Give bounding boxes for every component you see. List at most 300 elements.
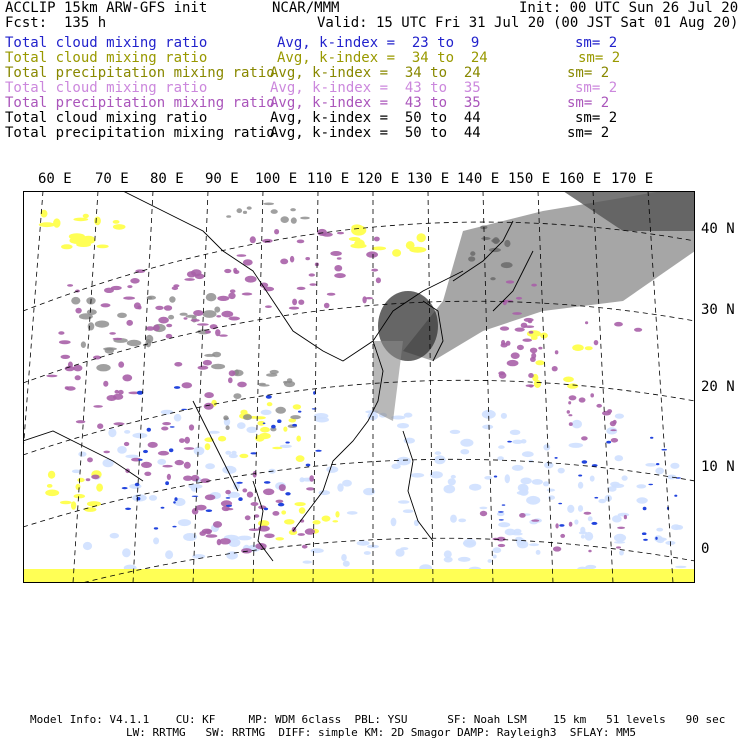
purple-cell [506,280,514,283]
light-blue-cell [558,468,565,474]
light-blue-cell [572,420,582,429]
lon-tick-label: 90 E [205,171,239,187]
yellow-cell [281,510,286,514]
blue-streak [648,484,653,485]
light-blue-cell [619,550,624,555]
legend-field: Total cloud mixing ratio [5,50,208,66]
purple-cell [250,236,256,243]
light-blue-cell [521,478,532,485]
light-blue-cell [314,413,329,419]
light-blue-cell [579,531,587,534]
purple-cell [538,347,542,350]
purple-cell [251,502,259,506]
light-blue-cell [581,535,585,539]
light-blue-cell [482,425,493,430]
purple-cell [224,269,231,273]
lon-tick-label: 110 E [307,171,350,187]
light-blue-cell [72,470,81,474]
purple-cell [317,229,327,236]
purple-cell [616,546,621,548]
light-blue-cell [391,518,397,527]
yellow-cell [53,218,60,227]
light-blue-cell [543,444,550,450]
lon-tick-label: 160 E [559,171,602,187]
purple-cell [528,373,534,378]
purple-cell [230,289,236,293]
purple-cell [173,284,179,287]
yellow-cell [563,377,574,383]
purple-cell [337,232,344,235]
purple-cell [298,533,305,536]
light-blue-cell [435,451,442,455]
purple-cell [184,437,190,444]
purple-cell [118,361,124,367]
lon-tick-label: 80 E [150,171,184,187]
purple-cell [217,296,229,301]
purple-cell [213,521,222,528]
purple-cell [594,340,599,345]
blue-streak [315,450,322,452]
gray-cell [247,206,252,209]
light-blue-cell [547,489,555,492]
blue-streak [277,419,281,423]
light-blue-cell [458,557,471,562]
purple-cell [87,457,93,462]
blue-streak [165,481,169,485]
purple-cell [228,293,235,300]
light-blue-cell [460,439,473,447]
purple-cell [309,475,314,482]
purple-cell [500,326,509,330]
gray-cell [243,211,247,214]
yellow-cell [322,516,331,522]
purple-cell [127,285,132,288]
yellow-cell [296,455,305,462]
purple-cell [276,500,284,503]
purple-cell [242,293,253,296]
lon-tick-label: 170 E [611,171,654,187]
blue-streak [502,504,506,505]
purple-cell [310,283,317,286]
purple-cell [376,277,381,283]
light-blue-cell [529,543,539,546]
light-blue-cell [122,548,131,557]
yellow-cell [275,537,284,540]
yellow-cell [84,507,96,512]
light-blue-cell [124,430,130,434]
yellow-cell [299,507,306,514]
light-blue-cell [655,468,664,475]
yellow-cell [272,447,282,450]
blue-streak [559,524,564,527]
purple-cell [569,395,577,400]
gray-cell [224,417,229,419]
purple-cell [531,519,539,521]
light-blue-cell [246,427,257,433]
light-blue-cell [614,541,625,543]
purple-cell [242,488,247,492]
blue-streak [170,426,175,427]
purple-cell [198,366,209,370]
purple-cell [516,297,522,300]
blue-streak [499,519,504,520]
light-blue-cell [165,550,173,559]
purple-cell [216,315,221,317]
light-blue-cell [498,445,505,449]
blue-streak [285,492,290,495]
light-blue-cell [501,413,507,419]
purple-cell [103,381,108,387]
gray-cell [281,216,289,223]
purple-cell [501,343,508,348]
light-blue-cell [398,500,410,503]
yellow-cell [332,520,338,522]
gray-cell [211,364,225,370]
blue-streak [192,496,199,497]
blue-streak [642,532,647,535]
lat-tick-label: 10 N [701,459,735,475]
yellow-band [23,569,695,583]
purple-cell [507,360,519,366]
light-blue-cell [469,484,481,491]
purple-cell [130,278,139,284]
purple-cell [134,302,141,309]
legend-field: Total precipitation mixing ratio [5,95,275,111]
purple-cell [237,382,247,388]
purple-cell [245,276,257,283]
purple-cell [602,411,611,416]
purple-cell [337,257,342,259]
light-blue-cell [479,507,487,510]
gray-cell [204,354,215,357]
yellow-cell [76,484,81,490]
purple-cell [263,489,274,496]
purple-cell [237,254,247,257]
purple-cell [569,422,573,426]
purple-cell [567,410,570,414]
yellow-cell [260,427,270,433]
legend-field: Total cloud mixing ratio [5,35,208,51]
purple-cell [247,492,253,498]
light-blue-cell [403,509,414,513]
blue-streak [298,411,301,413]
yellow-cell [71,501,76,510]
purple-cell [191,319,200,322]
blue-streak [174,386,180,389]
yellow-cell [527,330,541,337]
purple-cell [528,320,532,324]
center-label: NCAR/MMM [272,0,340,16]
purple-cell [164,305,172,311]
purple-cell [184,462,191,469]
purple-cell [158,451,169,456]
purple-cell [334,265,342,271]
light-blue-cell [451,475,456,479]
purple-cell [555,523,558,528]
yellow-cell [572,344,584,351]
purple-cell [297,287,306,290]
purple-cell [241,548,252,553]
purple-cell [366,251,378,257]
gray-cell [501,262,513,268]
purple-cell [189,424,194,430]
blue-streak [650,437,653,439]
purple-cell [297,240,305,244]
purple-cell [67,284,73,287]
yellow-cell [87,501,101,507]
light-blue-cell [667,475,676,480]
purple-cell [515,328,525,332]
purple-cell [113,422,124,425]
blue-streak [594,497,598,499]
purple-cell [531,284,537,287]
light-blue-cell [78,452,86,457]
purple-cell [526,384,535,387]
purple-cell [46,375,57,378]
purple-cell [205,330,211,333]
light-blue-cell [225,451,231,455]
purple-cell [73,365,82,372]
purple-cell [146,326,155,331]
purple-cell [124,442,129,446]
purple-cell [298,300,304,305]
purple-cell [611,438,618,443]
init-time: Init: 00 UTC Sun 26 Jul 20 [519,0,739,16]
light-blue-cell [364,551,371,555]
chart-title: ACCLIP 15km ARW-GFS init [5,0,208,16]
model-info-line1: Model Info: V4.1.1 CU: KF MP: WDM 6class PBL: YSU SF: Noah LSM 15 km 51 levels 90 sec [30,713,726,726]
light-blue-cell [410,473,424,478]
purple-cell [243,259,253,265]
light-blue-cell [618,513,630,517]
blue-streak [278,503,284,507]
light-blue-cell [231,451,236,455]
light-blue-cell [208,431,220,434]
gray-cell [71,297,80,305]
yellow-cell [567,383,578,388]
purple-cell [101,303,111,307]
blue-streak [507,441,512,443]
purple-cell [272,511,279,516]
purple-cell [75,308,81,314]
light-blue-cell [161,410,174,415]
gray-cell [95,321,109,328]
purple-cell [530,357,536,362]
yellow-cell [335,511,339,517]
purple-cell [290,256,294,263]
light-blue-cell [397,457,411,466]
purple-cell [588,550,591,553]
light-blue-cell [132,433,147,438]
blue-streak [226,497,231,499]
yellow-cell [293,404,301,409]
gray-cell [203,310,217,318]
purple-cell [579,397,586,402]
legend-avg: Avg, k-index = 50 to 44 [270,110,481,126]
purple-cell [330,251,342,256]
gray-cell [271,209,278,214]
purple-cell [610,429,616,431]
blue-streak [674,495,677,497]
purple-cell [581,436,588,440]
blue-streak [161,507,165,509]
blue-streak [143,450,148,453]
light-blue-cell [548,495,555,499]
gray-cell [145,339,151,347]
purple-cell [362,296,366,303]
light-blue-cell [497,456,504,460]
yellow-cell [239,454,248,458]
light-blue-cell [342,480,352,487]
lon-tick-label: 150 E [508,171,551,187]
light-blue-cell [178,519,191,526]
purple-cell [229,370,236,376]
gray-cell [81,341,86,348]
blue-streak [578,475,582,477]
light-blue-cell [645,463,656,467]
purple-cell [305,257,310,260]
purple-cell [517,345,524,350]
gray-cell [214,307,220,313]
gray-cell [290,208,296,211]
legend-field: Total precipitation mixing ratio [5,65,275,81]
light-blue-cell [434,455,445,464]
purple-cell [111,286,122,290]
blue-streak [226,505,232,507]
blue-streak [312,408,317,409]
light-blue-cell [569,443,584,448]
light-blue-cell [444,557,453,563]
forecast-hour: Fcst: 135 h [5,15,107,31]
map-panel [23,191,695,583]
blue-streak [271,425,276,429]
yellow-cell [351,225,366,235]
light-blue-cell [117,446,127,454]
light-blue-cell [488,559,493,563]
purple-cell [522,339,532,342]
gray-cell [263,203,274,206]
purple-cell [162,422,171,425]
blue-streak [154,527,158,529]
light-blue-cell [404,413,413,418]
purple-cell [184,447,195,450]
purple-cell [584,512,592,515]
purple-cell [511,352,520,359]
purple-cell [118,390,124,395]
light-blue-cell [444,485,456,494]
yellow-cell [585,346,593,350]
purple-cell [206,534,218,538]
light-blue-cell [205,463,215,469]
light-blue-cell [517,540,528,548]
light-blue-cell [615,455,624,461]
purple-cell [524,325,534,328]
yellow-cell [350,243,366,248]
blue-streak [606,441,611,444]
purple-cell [123,297,135,300]
blue-streak [263,423,266,425]
light-blue-cell [598,499,606,503]
light-blue-cell [536,550,541,555]
purple-cell [555,350,559,354]
gray-cell [88,322,95,330]
purple-cell [193,310,203,316]
legend-avg: Avg, k-index = 50 to 44 [270,125,481,141]
purple-cell [279,484,286,491]
purple-cell [103,451,110,454]
light-blue-cell [110,533,119,539]
purple-cell [245,515,251,520]
yellow-cell [97,245,109,249]
lat-tick-label: 30 N [701,302,735,318]
purple-cell [166,324,172,327]
purple-cell [324,303,330,309]
yellow-cell [313,520,321,524]
blue-streak [169,448,173,452]
light-blue-cell [157,459,166,465]
yellow-cell [60,501,72,504]
light-blue-cell [512,465,524,471]
purple-cell [512,312,522,315]
blue-streak [643,539,648,541]
light-blue-cell [636,497,647,503]
blue-streak [264,481,271,484]
light-blue-cell [493,555,497,559]
blue-streak [292,424,297,427]
lon-tick-label: 100 E [255,171,298,187]
gray-cell [127,340,142,346]
purple-cell [196,505,207,511]
yellow-cell [406,241,415,249]
purple-cell [97,423,103,429]
light-blue-cell [222,466,236,474]
legend-field: Total cloud mixing ratio [5,110,208,126]
purple-cell [610,421,616,426]
blue-streak [138,459,142,461]
light-blue-cell [238,536,252,541]
purple-cell [113,338,123,340]
lat-tick-label: 0 [701,541,710,557]
purple-cell [262,239,273,243]
legend-sm: sm= 2 [567,95,610,111]
gray-cell [291,217,297,223]
purple-cell [225,508,233,510]
light-blue-cell [125,455,138,459]
light-blue-cell [588,516,593,521]
light-blue-cell [397,423,409,428]
lon-tick-label: 130 E [407,171,450,187]
blue-streak [122,487,128,489]
light-blue-cell [612,515,622,522]
lat-tick-label: 40 N [701,221,735,237]
blue-streak [285,442,289,444]
yellow-cell [96,484,103,492]
legend-sm: sm= 2 [567,65,610,81]
yellow-cell [296,436,301,442]
light-blue-cell [194,447,205,456]
legend-avg: Avg, k-index = 34 to 24 [270,65,481,81]
purple-cell [519,513,526,518]
purple-cell [306,487,315,490]
yellow-cell [205,443,211,450]
blue-streak [147,428,151,432]
purple-cell [153,325,159,332]
purple-cell [374,237,380,242]
legend-sm: sm= 2 [575,80,618,96]
purple-cell [126,320,133,326]
purple-cell [624,515,627,519]
purple-cell [183,476,192,481]
